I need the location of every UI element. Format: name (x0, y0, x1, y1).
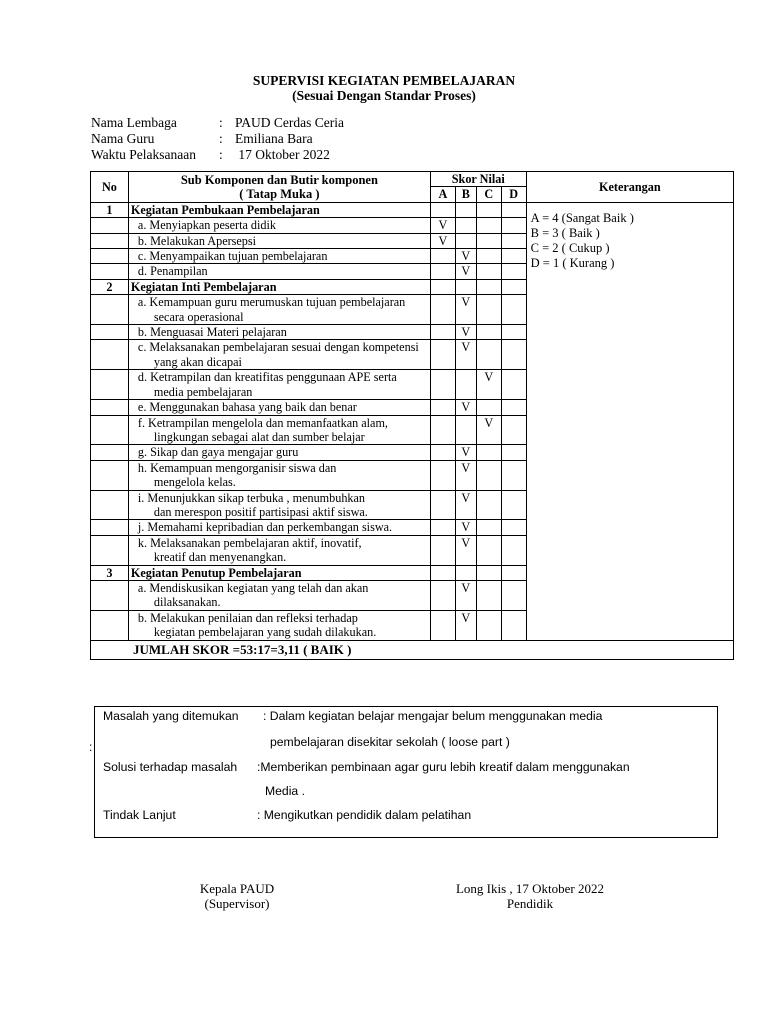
score-cell-d (501, 490, 526, 520)
score-cell-c (476, 325, 501, 340)
score-cell (455, 202, 476, 217)
check-mark: V (461, 264, 471, 279)
check-mark: V (438, 233, 448, 248)
signature-right-role: Pendidik (506, 896, 554, 911)
score-cell-c (476, 295, 501, 325)
check-mark: V (484, 415, 494, 430)
score-cell-a (430, 415, 455, 445)
check-mark: V (461, 445, 471, 460)
item-cell (128, 415, 430, 445)
info-label: Nama Lembaga (91, 115, 177, 130)
score-cell-a (430, 233, 455, 248)
score-cell-a (430, 535, 455, 565)
score-cell-b (455, 325, 476, 340)
score-cell (476, 565, 501, 580)
keterangan-cell (526, 202, 733, 640)
tindak-value: : Mengikutkan pendidik dalam pelatihan (257, 808, 472, 822)
score-cell (501, 202, 526, 217)
signature-left-title: Kepala PAUD (199, 881, 275, 896)
item-text: a. Kemampuan guru merumuskan tujuan pembelajaran secara operasional (137, 295, 406, 324)
score-cell-b (455, 295, 476, 325)
score-cell-d (501, 400, 526, 415)
section-number: 1 (91, 202, 129, 217)
info-value: 17 Oktober 2022 (235, 147, 330, 162)
score-cell-b (455, 520, 476, 535)
score-cell-d (501, 580, 526, 610)
check-mark: V (461, 520, 471, 535)
item-cell (128, 340, 430, 370)
header-sub-komponen (128, 172, 430, 203)
keterangan-line: B = 3 ( Baik ) (530, 225, 600, 240)
item-text: c. Menyampaikan tujuan pembelajaran (137, 249, 328, 264)
info-separator: : (219, 115, 223, 130)
score-cell-a (430, 580, 455, 610)
header-a: A (430, 187, 455, 202)
check-mark: V (461, 340, 471, 355)
item-text: d. Penampilan (137, 264, 208, 279)
item-number-cell (91, 233, 129, 248)
item-number-cell (91, 325, 129, 340)
signature-left-role: (Supervisor) (204, 896, 270, 911)
item-text: i. Menunjukkan sikap terbuka , menumbuhkan dan merespon positif partisipasi aktif siswa. (137, 490, 368, 519)
item-text: b. Melakukan penilaian dan refleksi terhadap kegiatan pembelajaran yang sudah dilakukan. (137, 610, 377, 640)
score-cell-a (430, 610, 455, 640)
header-skor-nilai: Skor Nilai (430, 172, 526, 187)
header-c: C (476, 187, 501, 202)
info-row-lembaga (91, 115, 344, 131)
info-separator: : (219, 147, 223, 162)
keterangan-line: C = 2 ( Cukup ) (530, 240, 610, 255)
score-cell (455, 279, 476, 294)
score-cell-d (501, 460, 526, 490)
info-row-guru (91, 131, 344, 147)
item-cell (128, 580, 430, 610)
score-cell-a (430, 520, 455, 535)
score-cell-b (455, 490, 476, 520)
item-text: a. Mendiskusikan kegiatan yang telah dan akan dilaksanakan. (137, 580, 369, 610)
score-cell-a (430, 445, 455, 460)
item-number-cell (91, 535, 129, 565)
item-cell (128, 233, 430, 248)
score-cell-c (476, 249, 501, 264)
section-row (91, 202, 734, 217)
score-cell-c (476, 218, 501, 233)
score-cell-c (476, 535, 501, 565)
item-number-cell (91, 610, 129, 640)
header-b: B (455, 187, 476, 202)
score-cell-c (476, 460, 501, 490)
item-number-cell (91, 460, 129, 490)
info-block (91, 115, 344, 163)
item-cell (128, 460, 430, 490)
score-cell-b (455, 580, 476, 610)
score-cell-a (430, 460, 455, 490)
item-number-cell (91, 264, 129, 279)
check-mark: V (461, 249, 471, 264)
check-mark: V (461, 610, 471, 625)
item-text: e. Menggunakan bahasa yang baik dan benar (137, 400, 357, 415)
item-number-cell (91, 370, 129, 400)
score-cell-d (501, 520, 526, 535)
score-cell-b (455, 400, 476, 415)
findings-box (94, 706, 718, 838)
score-cell-a (430, 340, 455, 370)
score-cell (501, 565, 526, 580)
section-title: Kegiatan Pembukaan Pembelajaran (128, 202, 430, 217)
header-sub-line1: Sub Komponen dan Butir komponen (180, 172, 378, 187)
check-mark: V (461, 580, 471, 595)
score-cell-b (455, 233, 476, 248)
check-mark: V (461, 490, 471, 505)
item-cell (128, 370, 430, 400)
check-mark: V (484, 370, 494, 385)
score-cell (430, 565, 455, 580)
score-cell-c (476, 415, 501, 445)
score-cell-b (455, 415, 476, 445)
score-cell-a (430, 264, 455, 279)
info-row-waktu (91, 147, 344, 163)
check-mark: V (461, 535, 471, 550)
score-cell-c (476, 400, 501, 415)
total-row (91, 640, 734, 659)
score-cell-b (455, 370, 476, 400)
score-cell-d (501, 340, 526, 370)
score-cell-b (455, 535, 476, 565)
score-cell-d (501, 325, 526, 340)
masalah-label: Masalah yang ditemukan (103, 709, 239, 723)
item-number-cell (91, 415, 129, 445)
score-cell-d (501, 264, 526, 279)
signature-right-date: Long Ikis , 17 Oktober 2022 (455, 881, 605, 896)
header-keterangan: Keterangan (526, 172, 733, 203)
score-cell-d (501, 535, 526, 565)
item-text: d. Ketrampilan dan kreatifitas penggunaan APE serta media pembelajaran (137, 370, 397, 399)
score-cell-b (455, 218, 476, 233)
score-cell-a (430, 249, 455, 264)
item-cell (128, 445, 430, 460)
score-cell-a (430, 400, 455, 415)
section-title: Kegiatan Penutup Pembelajaran (128, 565, 430, 580)
item-text: b. Menguasai Materi pelajaran (137, 325, 287, 340)
score-cell-c (476, 610, 501, 640)
item-number-cell (91, 249, 129, 264)
item-text: g. Sikap dan gaya mengajar guru (137, 445, 299, 460)
score-cell-a (430, 218, 455, 233)
item-cell (128, 249, 430, 264)
check-mark: V (461, 325, 471, 340)
tindak-label: Tindak Lanjut (103, 808, 176, 822)
item-cell (128, 520, 430, 535)
item-number-cell (91, 490, 129, 520)
total-score: JUMLAH SKOR =53:17=3,11 ( BAIK ) (91, 640, 734, 659)
section-title: Kegiatan Inti Pembelajaran (128, 279, 430, 294)
item-text: h. Kemampuan mengorganisir siswa dan mengelola kelas. (137, 460, 337, 490)
item-number-cell (91, 400, 129, 415)
score-cell (430, 202, 455, 217)
solusi-label: Solusi terhadap masalah (103, 760, 238, 774)
score-cell-c (476, 490, 501, 520)
score-cell-c (476, 340, 501, 370)
score-cell-b (455, 460, 476, 490)
item-cell (128, 535, 430, 565)
item-cell (128, 610, 430, 640)
solusi-value: :Memberikan pembinaan agar guru lebih kreatif dalam menggunakan (257, 760, 630, 774)
score-cell-d (501, 249, 526, 264)
score-cell-d (501, 445, 526, 460)
keterangan-line: A = 4 (Sangat Baik ) (530, 210, 634, 225)
document-subtitle: (Sesuai Dengan Standar Proses) (292, 88, 476, 103)
item-text: j. Memahami kepribadian dan perkembangan siswa. (137, 520, 393, 535)
score-cell-d (501, 295, 526, 325)
document-title: SUPERVISI KEGIATAN PEMBELAJARAN (252, 73, 516, 88)
info-label: Waktu Pelaksanaan (91, 147, 197, 162)
header-no: No (91, 172, 129, 203)
score-cell-c (476, 520, 501, 535)
info-value: Emiliana Bara (235, 131, 313, 146)
score-cell (455, 565, 476, 580)
masalah-value-2: pembelajaran disekitar sekolah ( loose part ) (270, 735, 510, 749)
item-cell (128, 264, 430, 279)
score-cell-d (501, 370, 526, 400)
check-mark: V (461, 400, 471, 415)
score-cell-c (476, 445, 501, 460)
signature-right (430, 881, 630, 911)
item-text: k. Melaksanakan pembelajaran aktif, inovatif, kreatif dan menyenangkan. (137, 535, 362, 565)
section-number: 2 (91, 279, 129, 294)
score-cell-d (501, 218, 526, 233)
item-text: a. Menyiapkan peserta didik (137, 218, 276, 233)
score-cell-b (455, 610, 476, 640)
section-number: 3 (91, 565, 129, 580)
item-number-cell (91, 445, 129, 460)
score-cell-c (476, 580, 501, 610)
masalah-value: : Dalam kegiatan belajar mengajar belum menggunakan media (263, 709, 603, 723)
score-cell (476, 279, 501, 294)
item-text: c. Melaksanakan pembelajaran sesuai dengan kompetensi yang akan dicapai (137, 340, 419, 369)
supervision-table (90, 171, 734, 660)
check-mark: V (461, 295, 471, 310)
table-header-row (91, 172, 734, 187)
score-cell-b (455, 264, 476, 279)
score-cell-c (476, 264, 501, 279)
score-cell-d (501, 233, 526, 248)
score-cell-b (455, 340, 476, 370)
item-number-cell (91, 218, 129, 233)
score-cell-a (430, 370, 455, 400)
item-text: f. Ketrampilan mengelola dan memanfaatkan alam, lingkungan sebagai alat dan sumber belajar (137, 415, 388, 444)
score-cell-a (430, 490, 455, 520)
item-number-cell (91, 340, 129, 370)
score-cell-d (501, 415, 526, 445)
item-cell (128, 295, 430, 325)
header-sub-line2: ( Tatap Muka ) (239, 186, 320, 201)
score-cell-a (430, 325, 455, 340)
score-cell (476, 202, 501, 217)
item-number-cell (91, 580, 129, 610)
stray-mark: : (89, 740, 93, 754)
score-cell (430, 279, 455, 294)
item-cell (128, 325, 430, 340)
score-cell-a (430, 295, 455, 325)
header-d: D (501, 187, 526, 202)
info-separator: : (219, 131, 223, 146)
signature-left (178, 881, 296, 911)
check-mark: V (461, 460, 471, 475)
check-mark: V (438, 218, 448, 233)
score-cell-b (455, 445, 476, 460)
item-number-cell (91, 295, 129, 325)
item-cell (128, 400, 430, 415)
item-cell (128, 490, 430, 520)
item-text: b. Melakukan Apersepsi (137, 233, 257, 248)
score-cell (501, 279, 526, 294)
info-value: PAUD Cerdas Ceria (235, 115, 344, 130)
score-cell-c (476, 370, 501, 400)
item-number-cell (91, 520, 129, 535)
score-cell-c (476, 233, 501, 248)
keterangan-line: D = 1 ( Kurang ) (530, 255, 615, 270)
item-cell (128, 218, 430, 233)
score-cell-b (455, 249, 476, 264)
solusi-value-2: Media . (265, 784, 305, 798)
score-cell-d (501, 610, 526, 640)
info-label: Nama Guru (91, 131, 155, 146)
